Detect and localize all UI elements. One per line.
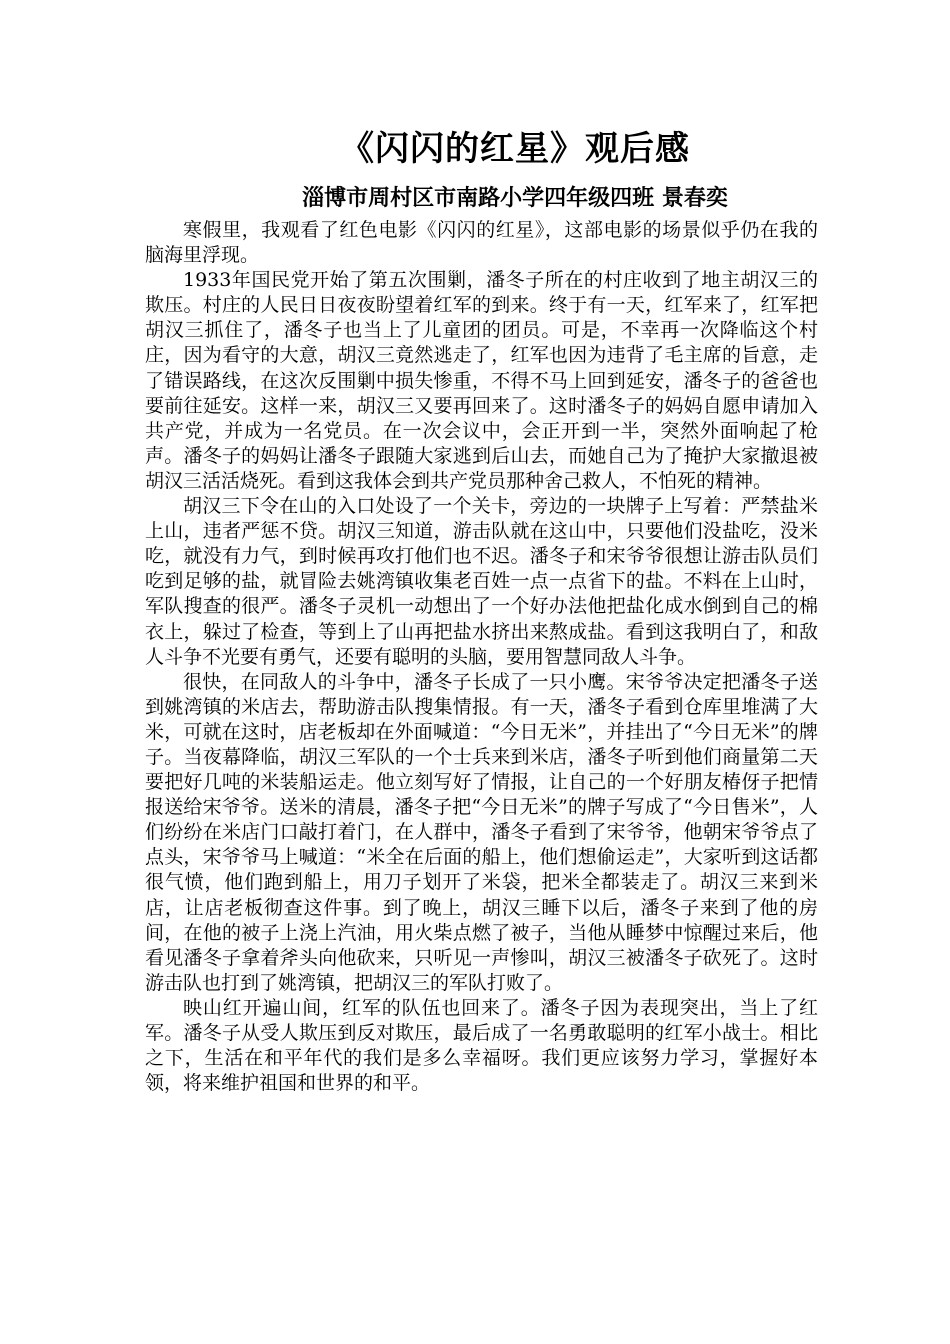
paragraph-conclusion: 映山红开遍山间，红军的队伍也回来了。潘冬子因为表现突出，当上了红军。潘冬子从受人欺压到反对欺压，最后成了一名勇敢聪明的红军小战士。相比之下，生活在和平年代的我们是多么幸福呀。我们更应该努力学习，掌握好本领，将来维护祖国和世界的和平。 — [145, 996, 818, 1095]
paragraph-intro: 寒假里，我观看了红色电影《闪闪的红星》，这部电影的场景似乎仍在我的脑海里浮现。 — [145, 219, 818, 267]
paragraph-rice-shop: 很快，在同敌人的斗争中，潘冬子长成了一只小鹰。宋爷爷决定把潘冬子送到姚湾镇的米店去，帮助游击队搜集情报。有一天，潘冬子看到仓库里堆满了大米，可就在这时，店老板却在外面喊道：“今日无米”，并挂出了“今日无米”的牌子。当夜幕降临，胡汉三军队的一个士兵来到米店，潘冬子听到他们商量第二天要把好几吨的米装船运走。他立刻写好了情报，让自己的一个好朋友椿伢子把情报送给宋爷爷。送米的清晨，潘冬子把“今日无米”的牌子写成了“今日售米”，人们纷纷在米店门口敲打着门，在人群中，潘冬子看到了宋爷爷，他朝宋爷爷点了点头，宋爷爷马上喊道：“米全在后面的船上，他们想偷运走”，大家听到这话都很气愤，他们跑到船上，用刀子划开了米袋，把米全都装走了。胡汉三来到米店，让店老板彻查这件事。到了晚上，胡汉三睡下以后，潘冬子来到了他的房间，在他的被子上浇上汽油，用火柴点燃了被子，当他从睡梦中惊醒过来后，他看见潘冬子拿着斧头向他砍来，只听见一声惨叫，胡汉三被潘冬子砍死了。这时游击队也打到了姚湾镇，把胡汉三的军队打败了。 — [145, 670, 818, 994]
paragraph-story-begins: 1933年国民党开始了第五次围剿，潘冬子所在的村庄收到了地主胡汉三的欺压。村庄的人民日日夜夜盼望着红军的到来。终于有一天，红军来了，红军把胡汉三抓住了，潘冬子也当上了儿童团的团员。可是，不幸再一次降临这个村庄，因为看守的大意，胡汉三竟然逃走了，红军也因为违背了毛主席的旨意，走了错误路线，在这次反围剿中损失惨重，不得不马上回到延安，潘冬子的爸爸也要前往延安。这样一来，胡汉三又要再回来了。这时潘冬子的妈妈自愿申请加入共产党，并成为一名党员。在一次会议中，会正开到一半，突然外面响起了枪声。潘冬子的妈妈让潘冬子跟随大家逃到后山去，而她自己为了掩护大家撤退被胡汉三活活烧死。看到这我体会到共产党员那种舍己救人，不怕死的精神。 — [145, 269, 818, 492]
document-title: 《闪闪的红星》观后感 — [340, 129, 690, 169]
essay-body — [145, 218, 818, 1096]
paragraph-salt-smuggling: 胡汉三下令在山的入口处设了一个关卡，旁边的一块牌子上写着：严禁盐米上山，违者严惩不贷。胡汉三知道，游击队就在这山中，只要他们没盐吃，没米吃，就没有力气，到时候再攻打他们也不迟。潘冬子和宋爷爷很想让游击队员们吃到足够的盐，就冒险去姚湾镇收集老百姓一点一点省下的盐。不料在上山时，军队搜查的很严。潘冬子灵机一动想出了一个好办法他把盐化成水倒到自己的棉衣上，躲过了检查，等到上了山再把盐水挤出来熬成盐。看到这我明白了，和敌人斗争不光要有勇气，还要有聪明的头脑，要用智慧同敌人斗争。 — [145, 495, 818, 668]
author-byline: 淄博市周村区市南路小学四年级四班 景春奕 — [302, 185, 728, 211]
